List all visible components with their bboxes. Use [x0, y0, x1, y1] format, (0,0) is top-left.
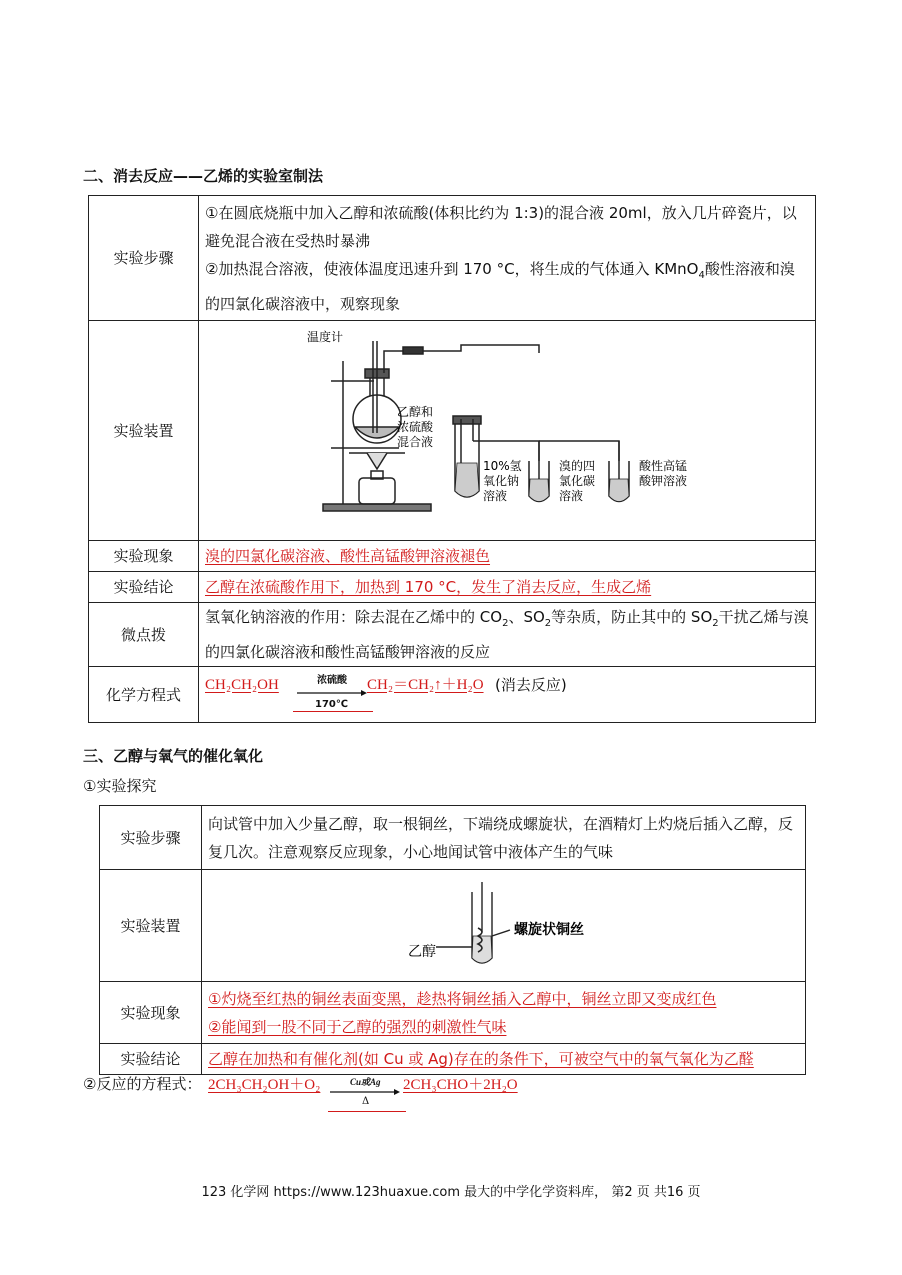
- conclusion-text-3: 乙醇在加热和有催化剂(如 Cu 或 Ag)存在的条件下，可被空气中的氧气氧化为乙醛: [202, 1044, 806, 1075]
- mixture-label-3: 混合液: [397, 435, 434, 449]
- oxidation-eq-left: 2CH₃CH₂OH＋O₂: [208, 1077, 321, 1093]
- section-heading-3: 三、乙醇与氧气的催化氧化: [83, 747, 264, 765]
- conclusion-label: 实验结论: [89, 572, 199, 603]
- oxidation-eq-condition: Δ: [362, 1096, 370, 1107]
- kmno4-label-1: 酸性高锰: [639, 459, 688, 473]
- thermometer-label: 温度计: [307, 330, 344, 344]
- mixture-label-2: 浓硫酸: [397, 420, 434, 434]
- steps-text-3: 向试管中加入少量乙醇，取一根铜丝，下端绕成螺旋状，在酒精灯上灼烧后插入乙醇，反复几次。注意观察反应现象，小心地闻试管中液体产生的气味: [202, 806, 806, 870]
- ethylene-table: [88, 195, 816, 723]
- tip-text: 氢氧化钠溶液的作用：除去混在乙烯中的 $CO_2$、$SO_2$等杂质，防止其中的 $SO_2$干扰乙烯与溴的四氯化碳溶液和酸性高锰酸钾溶液的反应: [199, 603, 816, 667]
- subheading-experiment: ①实验探究: [83, 777, 157, 795]
- eq-left: CH₂CH₂OH: [205, 676, 279, 693]
- ethylene-apparatus-diagram: [199, 321, 814, 531]
- oxidation-eq-catalyst: Cu或Ag: [350, 1077, 381, 1087]
- ethanol-label: 乙醇: [408, 944, 436, 960]
- tip-label: 微点拨: [89, 603, 199, 667]
- steps-label-3: 实验步骤: [100, 806, 202, 870]
- kmno4-label-2: 酸钾溶液: [639, 474, 688, 488]
- phenomenon-text: 溴的四氯化碳溶液、酸性高锰酸钾溶液褪色: [199, 541, 816, 572]
- reaction-equation-label: ②反应的方程式：: [83, 1075, 202, 1093]
- oxidation-eq-right: 2CH₃CHO＋2H₂O: [403, 1077, 518, 1093]
- phenomenon-2: ②能闻到一股不同于乙醇的强烈的刺激性气味: [208, 1017, 507, 1036]
- bromine-label-2: 氯化碳: [559, 474, 596, 488]
- page-footer: 123 化学网 https://www.123huaxue.com 最大的中学化学资料库， 第2 页 共16 页: [201, 1185, 701, 1200]
- step-1: ①在圆底烧瓶中加入乙醇和浓硫酸(体积比约为 1:3)的混合液 20ml，放入几片碎瓷片，以避免混合液在受热时暴沸: [205, 203, 797, 250]
- naoh-label-2: 氧化钠: [483, 474, 520, 488]
- eq-condition: 170℃: [315, 698, 348, 710]
- equation-label: 化学方程式: [89, 667, 199, 723]
- bromine-label-1: 溴的四: [559, 459, 596, 473]
- phenomenon-cell-3: [202, 982, 806, 1044]
- naoh-label-1: 10%氢: [483, 459, 522, 473]
- section-heading: 二、消去反应——乙烯的实验室制法: [83, 167, 324, 185]
- conclusion-label-3: 实验结论: [100, 1044, 202, 1075]
- step-2: ②加热混合溶液，使液体温度迅速升到 170 °C，将生成的气体通入 KMnO$_4$酸性溶液和溴的四氯化碳溶液中，观察现象: [205, 259, 795, 313]
- copper-apparatus-diagram: [202, 870, 804, 972]
- mixture-label-1: 乙醇和: [397, 405, 434, 419]
- eq-right: CH₂＝CH₂↑＋H₂O: [367, 676, 484, 693]
- phenomenon-label: 实验现象: [89, 541, 199, 572]
- copper-label: 螺旋状铜丝: [514, 922, 584, 938]
- apparatus-cell-3: [202, 870, 806, 982]
- steps-label: 实验步骤: [89, 196, 199, 321]
- phenomenon-1: ①灼烧至红热的铜丝表面变黑，趁热将铜丝插入乙醇中，铜丝立即又变成红色: [208, 989, 717, 1008]
- bromine-label-3: 溶液: [559, 489, 584, 503]
- apparatus-label-3: 实验装置: [100, 870, 202, 982]
- oxidation-table: [99, 805, 806, 1075]
- steps-cell: [199, 196, 816, 321]
- oxidation-arrow-icon: [330, 1088, 402, 1096]
- conclusion-text: 乙醇在浓硫酸作用下，加热到 170 °C，发生了消去反应，生成乙烯: [199, 572, 816, 603]
- apparatus-label: 实验装置: [89, 321, 199, 541]
- oxidation-eq-underline: [328, 1111, 406, 1112]
- equation-cell: [199, 667, 816, 723]
- phenomenon-label-3: 实验现象: [100, 982, 202, 1044]
- naoh-label-3: 溶液: [483, 489, 508, 503]
- eq-catalyst: 浓硫酸: [317, 674, 347, 686]
- eq-note: (消去反应): [495, 675, 567, 694]
- apparatus-cell: [199, 321, 816, 541]
